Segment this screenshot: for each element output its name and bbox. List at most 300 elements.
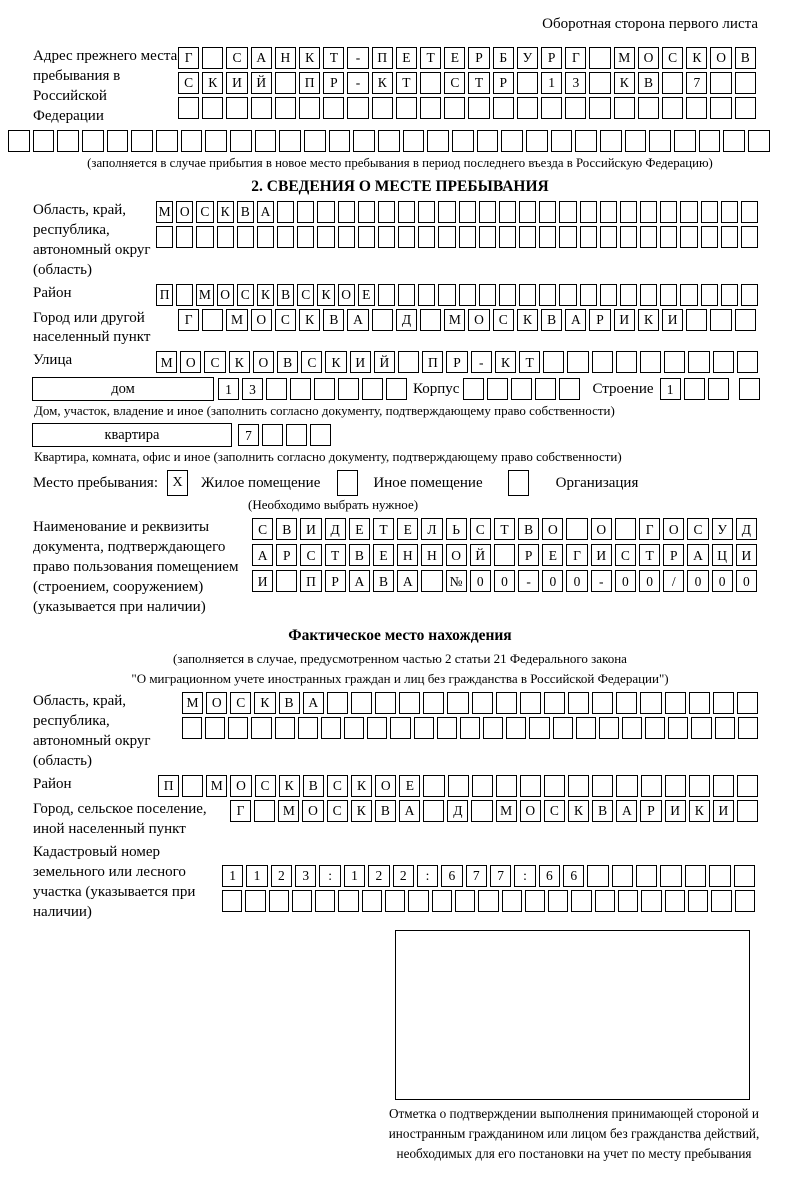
- char-cell[interactable]: Л: [421, 518, 442, 540]
- char-cell[interactable]: [338, 890, 358, 912]
- char-cell[interactable]: [460, 717, 480, 739]
- char-cell[interactable]: [640, 226, 657, 248]
- char-cell[interactable]: [487, 378, 508, 400]
- char-cell[interactable]: Г: [230, 800, 251, 822]
- char-cell[interactable]: [660, 284, 677, 306]
- char-cell[interactable]: [362, 890, 382, 912]
- char-cell[interactable]: С: [327, 775, 348, 797]
- char-cell[interactable]: [616, 692, 637, 714]
- char-cell[interactable]: О: [542, 518, 563, 540]
- char-cell[interactable]: [438, 284, 455, 306]
- char-cell[interactable]: [580, 226, 597, 248]
- char-cell[interactable]: [580, 284, 597, 306]
- char-cell[interactable]: [680, 226, 697, 248]
- char-cell[interactable]: [686, 97, 707, 119]
- char-cell[interactable]: В: [323, 309, 344, 331]
- char-cell[interactable]: Е: [399, 775, 420, 797]
- char-cell[interactable]: [437, 717, 457, 739]
- char-cell[interactable]: Е: [373, 544, 394, 566]
- char-cell[interactable]: [420, 309, 441, 331]
- char-cell[interactable]: [477, 130, 499, 152]
- char-cell[interactable]: [640, 351, 661, 373]
- char-cell[interactable]: [471, 800, 492, 822]
- char-cell[interactable]: [459, 226, 476, 248]
- char-cell[interactable]: [472, 692, 493, 714]
- char-cell[interactable]: [688, 890, 708, 912]
- char-cell[interactable]: [299, 97, 320, 119]
- char-cell[interactable]: [734, 865, 755, 887]
- char-cell[interactable]: В: [349, 544, 370, 566]
- char-cell[interactable]: Е: [444, 47, 465, 69]
- char-cell[interactable]: Й: [251, 72, 272, 94]
- char-cell[interactable]: [438, 226, 455, 248]
- char-cell[interactable]: В: [279, 692, 300, 714]
- char-cell[interactable]: -: [518, 570, 539, 592]
- char-cell[interactable]: [544, 692, 565, 714]
- char-cell[interactable]: [600, 201, 617, 223]
- char-cell[interactable]: К: [202, 72, 223, 94]
- char-cell[interactable]: [526, 130, 548, 152]
- char-cell[interactable]: П: [156, 284, 173, 306]
- char-cell[interactable]: [182, 717, 202, 739]
- char-cell[interactable]: К: [495, 351, 516, 373]
- char-cell[interactable]: [713, 351, 734, 373]
- char-cell[interactable]: С: [178, 72, 199, 94]
- char-cell[interactable]: [367, 717, 387, 739]
- char-cell[interactable]: [57, 130, 79, 152]
- char-cell[interactable]: М: [496, 800, 517, 822]
- char-cell[interactable]: В: [518, 518, 539, 540]
- char-cell[interactable]: [494, 544, 515, 566]
- char-cell[interactable]: [33, 130, 55, 152]
- char-cell[interactable]: [358, 201, 375, 223]
- char-cell[interactable]: [459, 284, 476, 306]
- char-cell[interactable]: К: [686, 47, 707, 69]
- char-cell[interactable]: [709, 865, 730, 887]
- char-cell[interactable]: 1: [660, 378, 681, 400]
- char-cell[interactable]: [699, 130, 721, 152]
- char-cell[interactable]: [499, 284, 516, 306]
- char-cell[interactable]: С: [470, 518, 491, 540]
- char-cell[interactable]: А: [349, 570, 370, 592]
- char-cell[interactable]: [385, 890, 405, 912]
- char-cell[interactable]: [375, 692, 396, 714]
- char-cell[interactable]: [589, 72, 610, 94]
- char-cell[interactable]: [254, 800, 275, 822]
- char-cell[interactable]: [660, 201, 677, 223]
- char-cell[interactable]: К: [299, 309, 320, 331]
- char-cell[interactable]: А: [257, 201, 274, 223]
- char-cell[interactable]: 1: [344, 865, 365, 887]
- char-cell[interactable]: [420, 97, 441, 119]
- char-cell[interactable]: М: [278, 800, 299, 822]
- char-cell[interactable]: С: [544, 800, 565, 822]
- char-cell[interactable]: -: [591, 570, 612, 592]
- char-cell[interactable]: [310, 424, 331, 446]
- char-cell[interactable]: -: [471, 351, 492, 373]
- char-cell[interactable]: И: [252, 570, 273, 592]
- char-cell[interactable]: [616, 351, 637, 373]
- char-cell[interactable]: [399, 692, 420, 714]
- char-cell[interactable]: [403, 130, 425, 152]
- char-cell[interactable]: В: [277, 284, 294, 306]
- char-cell[interactable]: [587, 865, 608, 887]
- char-cell[interactable]: [217, 226, 234, 248]
- char-cell[interactable]: Т: [420, 47, 441, 69]
- char-cell[interactable]: [641, 775, 662, 797]
- char-cell[interactable]: О: [251, 309, 272, 331]
- char-cell[interactable]: Е: [349, 518, 370, 540]
- char-cell[interactable]: В: [276, 518, 297, 540]
- char-cell[interactable]: [418, 226, 435, 248]
- char-cell[interactable]: [131, 130, 153, 152]
- char-cell[interactable]: А: [616, 800, 637, 822]
- char-cell[interactable]: О: [663, 518, 684, 540]
- char-cell[interactable]: П: [299, 72, 320, 94]
- char-cell[interactable]: [418, 201, 435, 223]
- char-cell[interactable]: [668, 717, 688, 739]
- char-cell[interactable]: [82, 130, 104, 152]
- char-cell[interactable]: 7: [238, 424, 259, 446]
- char-cell[interactable]: Р: [493, 72, 514, 94]
- char-cell[interactable]: Г: [639, 518, 660, 540]
- char-cell[interactable]: И: [713, 800, 734, 822]
- char-cell[interactable]: :: [514, 865, 535, 887]
- char-cell[interactable]: [689, 775, 710, 797]
- char-cell[interactable]: [286, 424, 307, 446]
- char-cell[interactable]: [525, 890, 545, 912]
- char-cell[interactable]: /: [663, 570, 684, 592]
- char-cell[interactable]: [640, 284, 657, 306]
- char-cell[interactable]: К: [351, 775, 372, 797]
- char-cell[interactable]: [362, 378, 383, 400]
- char-cell[interactable]: [483, 717, 503, 739]
- char-cell[interactable]: [255, 130, 277, 152]
- char-cell[interactable]: К: [689, 800, 710, 822]
- char-cell[interactable]: [576, 717, 596, 739]
- organization-checkbox[interactable]: [508, 470, 529, 496]
- char-cell[interactable]: [660, 226, 677, 248]
- char-cell[interactable]: [398, 284, 415, 306]
- char-cell[interactable]: С: [493, 309, 514, 331]
- char-cell[interactable]: [237, 226, 254, 248]
- char-cell[interactable]: У: [712, 518, 733, 540]
- char-cell[interactable]: О: [206, 692, 227, 714]
- char-cell[interactable]: И: [350, 351, 371, 373]
- char-cell[interactable]: [691, 717, 711, 739]
- char-cell[interactable]: [202, 47, 223, 69]
- char-cell[interactable]: [478, 890, 498, 912]
- char-cell[interactable]: [737, 800, 758, 822]
- char-cell[interactable]: [228, 717, 248, 739]
- char-cell[interactable]: [472, 775, 493, 797]
- char-cell[interactable]: К: [229, 351, 250, 373]
- char-cell[interactable]: Е: [542, 544, 563, 566]
- char-cell[interactable]: П: [300, 570, 321, 592]
- char-cell[interactable]: [580, 201, 597, 223]
- char-cell[interactable]: [386, 378, 407, 400]
- char-cell[interactable]: В: [277, 351, 298, 373]
- char-cell[interactable]: -: [347, 47, 368, 69]
- char-cell[interactable]: Д: [736, 518, 757, 540]
- char-cell[interactable]: [548, 890, 568, 912]
- char-cell[interactable]: О: [176, 201, 193, 223]
- char-cell[interactable]: [625, 130, 647, 152]
- char-cell[interactable]: [541, 97, 562, 119]
- char-cell[interactable]: Р: [640, 800, 661, 822]
- char-cell[interactable]: Р: [663, 544, 684, 566]
- char-cell[interactable]: [353, 130, 375, 152]
- char-cell[interactable]: [315, 890, 335, 912]
- char-cell[interactable]: [701, 226, 718, 248]
- char-cell[interactable]: [559, 226, 576, 248]
- char-cell[interactable]: О: [338, 284, 355, 306]
- char-cell[interactable]: [735, 309, 756, 331]
- char-cell[interactable]: [592, 692, 613, 714]
- char-cell[interactable]: Ь: [446, 518, 467, 540]
- char-cell[interactable]: [479, 284, 496, 306]
- char-cell[interactable]: С: [226, 47, 247, 69]
- char-cell[interactable]: О: [302, 800, 323, 822]
- char-cell[interactable]: [600, 226, 617, 248]
- char-cell[interactable]: [741, 201, 758, 223]
- char-cell[interactable]: [519, 201, 536, 223]
- char-cell[interactable]: [493, 97, 514, 119]
- char-cell[interactable]: [266, 378, 287, 400]
- char-cell[interactable]: [620, 201, 637, 223]
- char-cell[interactable]: Т: [396, 72, 417, 94]
- char-cell[interactable]: 0: [566, 570, 587, 592]
- char-cell[interactable]: [202, 309, 223, 331]
- char-cell[interactable]: [721, 226, 738, 248]
- char-cell[interactable]: С: [300, 544, 321, 566]
- char-cell[interactable]: [378, 284, 395, 306]
- char-cell[interactable]: 1: [218, 378, 239, 400]
- char-cell[interactable]: 6: [563, 865, 584, 887]
- char-cell[interactable]: С: [255, 775, 276, 797]
- char-cell[interactable]: [710, 97, 731, 119]
- char-cell[interactable]: [559, 201, 576, 223]
- char-cell[interactable]: С: [444, 72, 465, 94]
- char-cell[interactable]: [452, 130, 474, 152]
- char-cell[interactable]: [517, 72, 538, 94]
- char-cell[interactable]: [499, 201, 516, 223]
- char-cell[interactable]: [620, 226, 637, 248]
- char-cell[interactable]: [612, 865, 633, 887]
- char-cell[interactable]: [559, 378, 580, 400]
- char-cell[interactable]: У: [517, 47, 538, 69]
- char-cell[interactable]: Р: [518, 544, 539, 566]
- char-cell[interactable]: [592, 775, 613, 797]
- char-cell[interactable]: [539, 226, 556, 248]
- char-cell[interactable]: О: [180, 351, 201, 373]
- char-cell[interactable]: [600, 130, 622, 152]
- char-cell[interactable]: [737, 351, 758, 373]
- char-cell[interactable]: [636, 865, 657, 887]
- char-cell[interactable]: В: [541, 309, 562, 331]
- char-cell[interactable]: [645, 717, 665, 739]
- char-cell[interactable]: [660, 865, 681, 887]
- char-cell[interactable]: [421, 570, 442, 592]
- char-cell[interactable]: [176, 226, 193, 248]
- char-cell[interactable]: [502, 890, 522, 912]
- char-cell[interactable]: О: [230, 775, 251, 797]
- char-cell[interactable]: Д: [447, 800, 468, 822]
- char-cell[interactable]: [723, 130, 745, 152]
- char-cell[interactable]: [559, 284, 576, 306]
- char-cell[interactable]: 1: [246, 865, 267, 887]
- char-cell[interactable]: [684, 378, 705, 400]
- char-cell[interactable]: М: [196, 284, 213, 306]
- char-cell[interactable]: [680, 201, 697, 223]
- char-cell[interactable]: [178, 97, 199, 119]
- char-cell[interactable]: К: [517, 309, 538, 331]
- char-cell[interactable]: В: [638, 72, 659, 94]
- char-cell[interactable]: [245, 890, 265, 912]
- char-cell[interactable]: [338, 226, 355, 248]
- char-cell[interactable]: Т: [373, 518, 394, 540]
- char-cell[interactable]: [398, 201, 415, 223]
- char-cell[interactable]: [468, 97, 489, 119]
- char-cell[interactable]: М: [614, 47, 635, 69]
- char-cell[interactable]: [279, 130, 301, 152]
- char-cell[interactable]: В: [373, 570, 394, 592]
- char-cell[interactable]: [649, 130, 671, 152]
- char-cell[interactable]: [665, 692, 686, 714]
- char-cell[interactable]: [618, 890, 638, 912]
- char-cell[interactable]: [275, 97, 296, 119]
- char-cell[interactable]: [616, 775, 637, 797]
- char-cell[interactable]: Е: [358, 284, 375, 306]
- char-cell[interactable]: [479, 226, 496, 248]
- char-cell[interactable]: [568, 692, 589, 714]
- char-cell[interactable]: [674, 130, 696, 152]
- char-cell[interactable]: [641, 890, 661, 912]
- char-cell[interactable]: [499, 226, 516, 248]
- char-cell[interactable]: 0: [736, 570, 757, 592]
- char-cell[interactable]: И: [736, 544, 757, 566]
- char-cell[interactable]: [544, 775, 565, 797]
- char-cell[interactable]: [566, 518, 587, 540]
- char-cell[interactable]: Г: [178, 47, 199, 69]
- char-cell[interactable]: [290, 378, 311, 400]
- char-cell[interactable]: И: [226, 72, 247, 94]
- char-cell[interactable]: [269, 890, 289, 912]
- char-cell[interactable]: [496, 692, 517, 714]
- char-cell[interactable]: [398, 351, 419, 373]
- char-cell[interactable]: [662, 72, 683, 94]
- char-cell[interactable]: Р: [276, 544, 297, 566]
- char-cell[interactable]: [571, 890, 591, 912]
- char-cell[interactable]: [638, 97, 659, 119]
- char-cell[interactable]: Б: [493, 47, 514, 69]
- char-cell[interactable]: [275, 72, 296, 94]
- char-cell[interactable]: Й: [374, 351, 395, 373]
- char-cell[interactable]: Р: [446, 351, 467, 373]
- char-cell[interactable]: 0: [712, 570, 733, 592]
- char-cell[interactable]: [721, 201, 738, 223]
- char-cell[interactable]: [277, 201, 294, 223]
- char-cell[interactable]: [251, 97, 272, 119]
- char-cell[interactable]: [338, 378, 359, 400]
- char-cell[interactable]: [447, 692, 468, 714]
- char-cell[interactable]: [735, 97, 756, 119]
- char-cell[interactable]: К: [325, 351, 346, 373]
- char-cell[interactable]: [423, 692, 444, 714]
- char-cell[interactable]: [347, 97, 368, 119]
- other-premises-checkbox[interactable]: [337, 470, 358, 496]
- char-cell[interactable]: [543, 351, 564, 373]
- char-cell[interactable]: [230, 130, 252, 152]
- char-cell[interactable]: [721, 284, 738, 306]
- char-cell[interactable]: [688, 351, 709, 373]
- char-cell[interactable]: Т: [323, 47, 344, 69]
- char-cell[interactable]: М: [156, 351, 177, 373]
- char-cell[interactable]: [292, 890, 312, 912]
- char-cell[interactable]: К: [351, 800, 372, 822]
- char-cell[interactable]: [662, 97, 683, 119]
- char-cell[interactable]: [710, 309, 731, 331]
- char-cell[interactable]: [701, 201, 718, 223]
- char-cell[interactable]: [735, 72, 756, 94]
- char-cell[interactable]: [599, 717, 619, 739]
- char-cell[interactable]: [444, 97, 465, 119]
- char-cell[interactable]: М: [444, 309, 465, 331]
- char-cell[interactable]: [539, 201, 556, 223]
- char-cell[interactable]: [715, 717, 735, 739]
- char-cell[interactable]: 7: [466, 865, 487, 887]
- char-cell[interactable]: [8, 130, 30, 152]
- char-cell[interactable]: А: [252, 544, 273, 566]
- char-cell[interactable]: [520, 775, 541, 797]
- char-cell[interactable]: [423, 775, 444, 797]
- char-cell[interactable]: [107, 130, 129, 152]
- char-cell[interactable]: [205, 717, 225, 739]
- char-cell[interactable]: С: [196, 201, 213, 223]
- char-cell[interactable]: Д: [325, 518, 346, 540]
- char-cell[interactable]: Т: [325, 544, 346, 566]
- char-cell[interactable]: [257, 226, 274, 248]
- char-cell[interactable]: [276, 570, 297, 592]
- char-cell[interactable]: [463, 378, 484, 400]
- char-cell[interactable]: 6: [539, 865, 560, 887]
- char-cell[interactable]: С: [297, 284, 314, 306]
- char-cell[interactable]: М: [226, 309, 247, 331]
- char-cell[interactable]: Й: [470, 544, 491, 566]
- char-cell[interactable]: [251, 717, 271, 739]
- char-cell[interactable]: Т: [494, 518, 515, 540]
- char-cell[interactable]: Р: [589, 309, 610, 331]
- char-cell[interactable]: [423, 800, 444, 822]
- char-cell[interactable]: А: [251, 47, 272, 69]
- char-cell[interactable]: [665, 890, 685, 912]
- char-cell[interactable]: [358, 226, 375, 248]
- char-cell[interactable]: [459, 201, 476, 223]
- char-cell[interactable]: П: [158, 775, 179, 797]
- char-cell[interactable]: О: [375, 775, 396, 797]
- char-cell[interactable]: [568, 775, 589, 797]
- char-cell[interactable]: [396, 97, 417, 119]
- char-cell[interactable]: [689, 692, 710, 714]
- char-cell[interactable]: [529, 717, 549, 739]
- char-cell[interactable]: В: [592, 800, 613, 822]
- char-cell[interactable]: 2: [368, 865, 389, 887]
- char-cell[interactable]: [685, 865, 706, 887]
- char-cell[interactable]: С: [662, 47, 683, 69]
- char-cell[interactable]: П: [372, 47, 393, 69]
- char-cell[interactable]: [390, 717, 410, 739]
- char-cell[interactable]: [519, 226, 536, 248]
